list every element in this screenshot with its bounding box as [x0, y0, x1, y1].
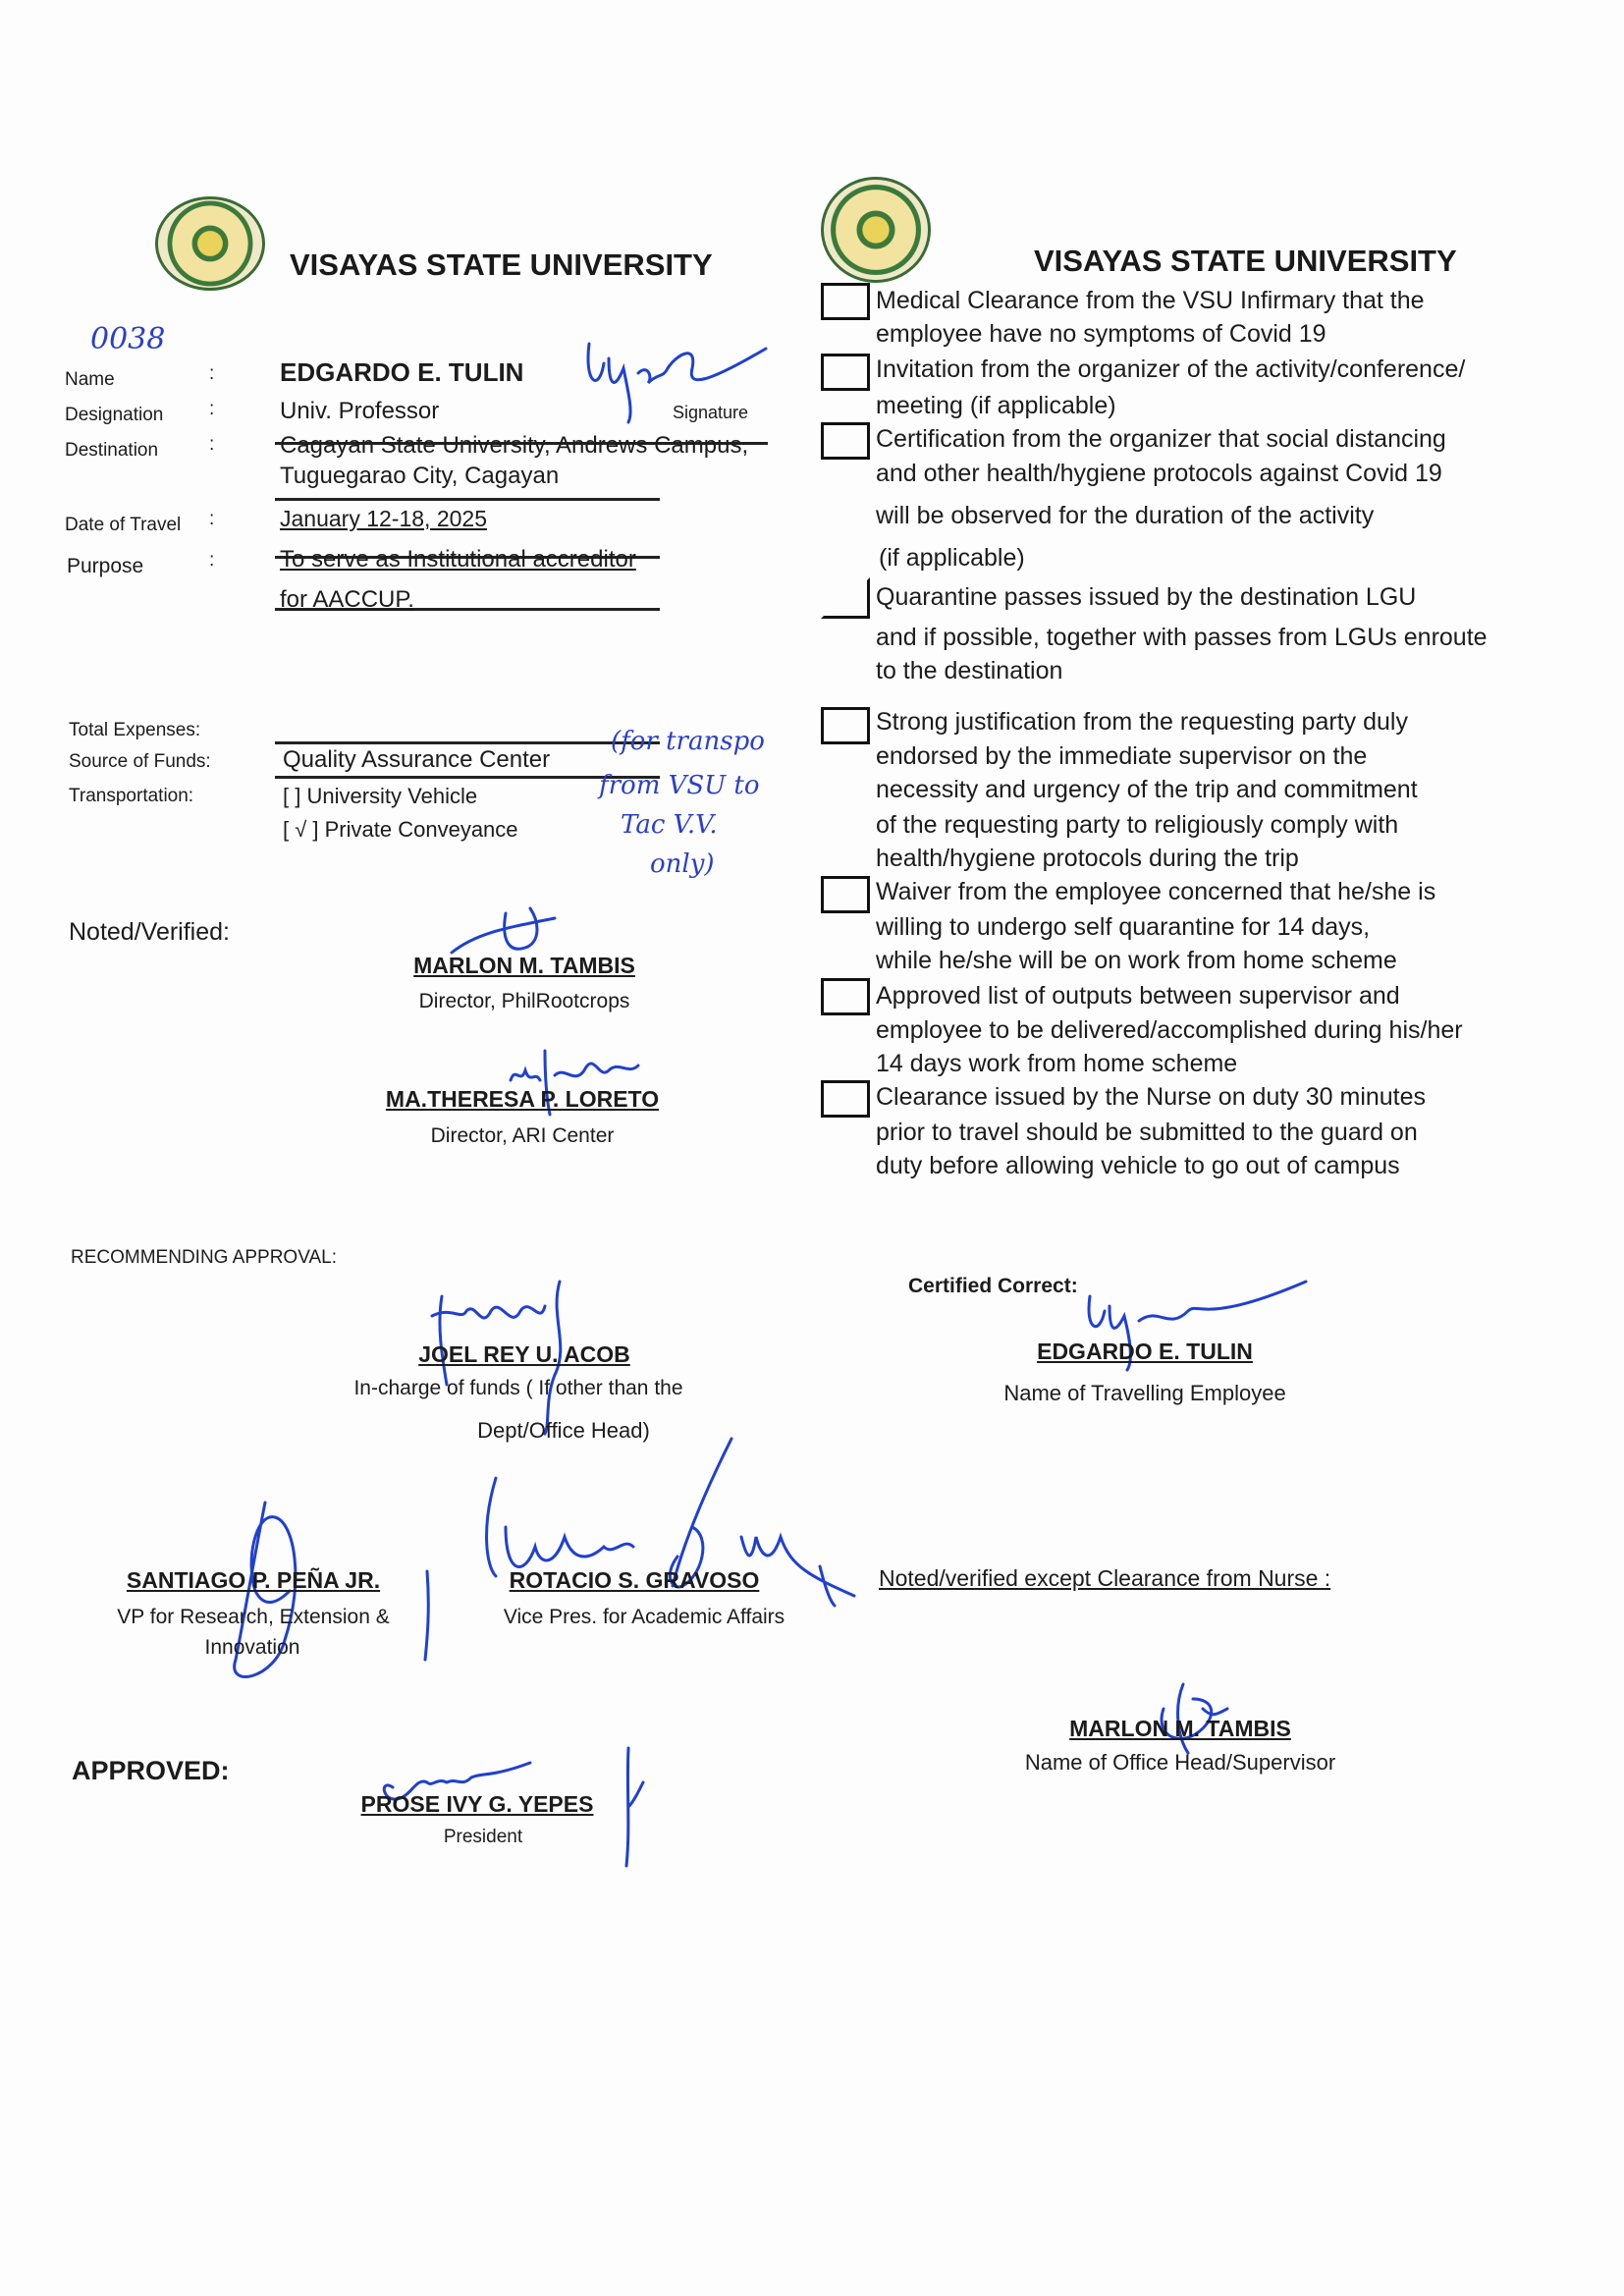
funds-signatory-name: JOEL REY U. ACOB: [418, 1341, 630, 1367]
vp-academic-title: Vice Pres. for Academic Affairs: [503, 1606, 785, 1628]
office-head-title: Name of Office Head/Supervisor: [1024, 1750, 1336, 1775]
checkbox-nurse-clearance[interactable]: [821, 1080, 870, 1118]
certified-title: Name of Travelling Employee: [1003, 1381, 1286, 1405]
vp-research-name: SANTIAGO P. PEÑA JR.: [126, 1567, 381, 1593]
destination-line2: Tuguegarao City, Cagayan: [280, 463, 560, 489]
noted-name-2: MA.THERESA P. LORETO: [385, 1086, 660, 1112]
purpose-line2: for AACCUP.: [280, 586, 414, 613]
checklist-item-text: (if applicable): [879, 544, 1025, 572]
noted-title-1: Director, PhilRootcrops: [418, 990, 630, 1012]
colon: :: [209, 550, 215, 571]
colon: :: [209, 509, 215, 529]
control-number: 0038: [90, 322, 166, 356]
checklist-item-text: will be observed for the duration of the activity: [876, 502, 1375, 529]
checklist-item-text: Approved list of outputs between supervisor and: [876, 982, 1400, 1010]
noted-title-2: Director, ARI Center: [430, 1124, 615, 1147]
university-title-right: VISAYAS STATE UNIVERSITY: [1034, 244, 1457, 278]
checkbox-invitation[interactable]: [821, 354, 870, 391]
checklist-item-text: Certification from the organizer that social distancing: [876, 425, 1446, 453]
checklist-item-text: and if possible, together with passes from LGUs enroute: [876, 624, 1488, 651]
checklist-item-text: health/hygiene protocols during the trip: [876, 845, 1299, 872]
vp-research-title-1: VP for Research, Extension &: [117, 1606, 390, 1628]
designation-value: Univ. Professor: [280, 398, 440, 424]
purpose-line1: To serve as Institutional accreditor: [280, 546, 636, 573]
nurse-note-label: Noted/verified except Clearance from Nurse :: [879, 1565, 1331, 1591]
checklist-item-text: endorsed by the immediate supervisor on the: [876, 742, 1368, 770]
vp-academic-name: ROTACIO S. GRAVOSO: [509, 1567, 760, 1593]
noted-name-1: MARLON M. TAMBIS: [413, 953, 635, 978]
name-value: EDGARDO E. TULIN: [280, 357, 524, 387]
certified-name: EDGARDO E. TULIN: [1037, 1339, 1253, 1364]
checklist-item-text: prior to travel should be submitted to the guard on: [876, 1119, 1418, 1146]
checklist-item-text: to the destination: [876, 657, 1063, 684]
checklist-item-text: Waiver from the employee concerned that he/she is: [876, 878, 1436, 905]
approved-label: APPROVED:: [72, 1756, 230, 1785]
noted-label: Noted/Verified:: [69, 918, 230, 946]
certified-label: Certified Correct:: [908, 1275, 1078, 1297]
checklist-item-text: duty before allowing vehicle to go out of campus: [876, 1152, 1400, 1179]
office-head-name: MARLON M. TAMBIS: [1069, 1716, 1291, 1741]
checklist-item-text: employee have no symptoms of Covid 19: [876, 320, 1326, 348]
source-label: Source of Funds:: [69, 751, 211, 772]
checklist-item-text: and other health/hygiene protocols against Covid 19: [876, 460, 1442, 487]
checklist-item-text: necessity and urgency of the trip and commitment: [876, 776, 1418, 803]
president-name: PROSE IVY G. YEPES: [360, 1791, 594, 1817]
vp-research-title-2: Innovation: [204, 1636, 300, 1659]
checklist-item-text: Strong justification from the requesting party duly: [876, 708, 1408, 736]
destination-label: Destination: [65, 440, 159, 461]
source-value: Quality Assurance Center: [283, 746, 551, 773]
recommending-label: RECOMMENDING APPROVAL:: [71, 1247, 337, 1268]
colon: :: [209, 363, 215, 384]
checklist-item-text: Quarantine passes issued by the destination LGU: [876, 583, 1417, 611]
checkbox-medical-clearance[interactable]: [821, 283, 870, 320]
checklist-item-text: while he/she will be on work from home scheme: [876, 947, 1397, 974]
checklist-item-text: meeting (if applicable): [876, 392, 1116, 419]
signature-label: Signature: [673, 403, 749, 422]
colon: :: [209, 399, 215, 419]
transport-private-conveyance: [ √ ] Private Conveyance: [283, 817, 518, 842]
checkbox-strong-justification[interactable]: [821, 707, 870, 744]
transport-university-vehicle: [ ] University Vehicle: [283, 784, 478, 808]
purpose-label: Purpose: [67, 555, 144, 577]
expenses-underline: [275, 741, 660, 744]
designation-underline: [275, 498, 660, 501]
colon: :: [209, 434, 215, 455]
funds-signatory-title-2: Dept/Office Head): [477, 1418, 650, 1443]
checklist-item-text: Medical Clearance from the VSU Infirmary that the: [876, 287, 1425, 314]
source-note-1: (for transpo: [611, 727, 765, 756]
checklist-item-text: employee to be delivered/accomplished during his/her: [876, 1016, 1463, 1044]
checkbox-waiver[interactable]: [821, 876, 870, 913]
checklist-item-text: Invitation from the organizer of the activity/conference/: [876, 355, 1466, 383]
source-note-2: from VSU to: [599, 771, 760, 800]
president-title: President: [443, 1827, 523, 1847]
total-expenses-label: Total Expenses:: [69, 720, 201, 740]
checkbox-quarantine-passes[interactable]: [821, 577, 870, 619]
university-seal-right: [821, 177, 931, 283]
checkbox-certification[interactable]: [821, 422, 870, 460]
transport-label: Transportation:: [69, 786, 194, 806]
funds-signatory-title-1: In-charge of funds ( If other than the: [353, 1377, 683, 1399]
university-title-left: VISAYAS STATE UNIVERSITY: [290, 247, 713, 282]
checkbox-approved-outputs[interactable]: [821, 978, 870, 1015]
date-label: Date of Travel: [65, 515, 182, 535]
destination-line1: Cagayan State University, Andrews Campus,: [280, 432, 749, 459]
source-note-3: Tac V.V.: [621, 810, 718, 840]
date-value: January 12-18, 2025: [280, 506, 487, 531]
designation-label: Designation: [65, 405, 164, 425]
checklist-item-text: Clearance issued by the Nurse on duty 30 minutes: [876, 1083, 1427, 1111]
checklist-item-text: 14 days work from home scheme: [876, 1050, 1238, 1077]
checklist-item-text: of the requesting party to religiously comply with: [876, 811, 1399, 839]
checklist-item-text: willing to undergo self quarantine for 14 days,: [876, 913, 1371, 941]
university-seal-left: [155, 196, 265, 291]
name-label: Name: [65, 369, 115, 390]
source-note-4: only): [650, 849, 715, 879]
